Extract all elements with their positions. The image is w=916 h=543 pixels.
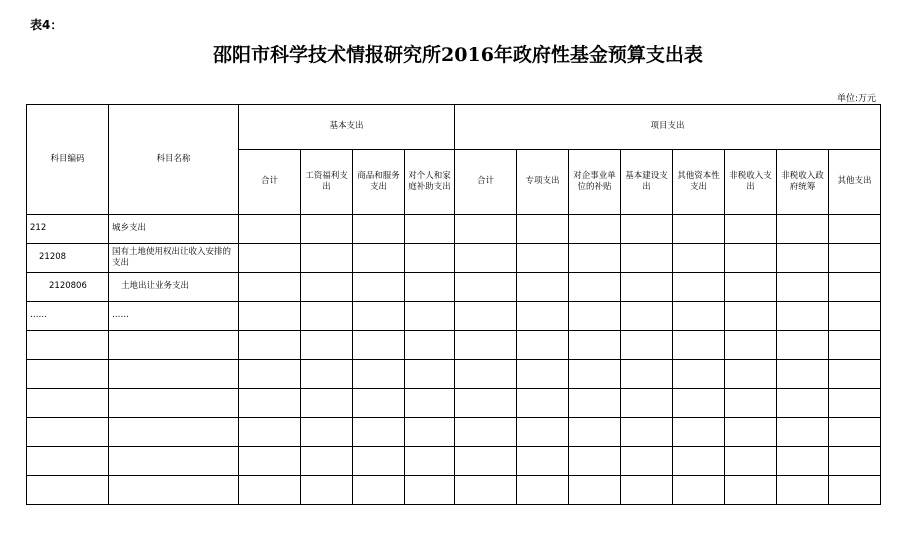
amount-cell	[829, 476, 881, 505]
document-title: 邵阳市科学技术情报研究所2016年政府性基金预算支出表	[213, 44, 703, 66]
amount-cell	[353, 244, 405, 273]
amount-cell	[725, 244, 777, 273]
amount-cell	[569, 476, 621, 505]
amount-cell	[517, 244, 569, 273]
amount-cell	[405, 389, 455, 418]
table-row	[27, 389, 881, 418]
subject-name-cell	[109, 331, 239, 360]
header-project-total: 合计	[455, 150, 517, 215]
amount-cell	[829, 389, 881, 418]
subject-code-cell	[27, 331, 109, 360]
amount-cell	[673, 244, 725, 273]
header-project-nontax-coordination: 非税收入政府统筹	[777, 150, 829, 215]
amount-cell	[239, 360, 301, 389]
subject-code-cell: ……	[27, 302, 109, 331]
subject-name-cell	[109, 389, 239, 418]
amount-cell	[621, 331, 673, 360]
amount-cell	[673, 273, 725, 302]
amount-cell	[405, 476, 455, 505]
amount-cell	[725, 302, 777, 331]
amount-cell	[725, 476, 777, 505]
amount-cell	[517, 418, 569, 447]
amount-cell	[777, 389, 829, 418]
table-row	[27, 302, 881, 331]
amount-cell	[621, 244, 673, 273]
amount-cell	[569, 389, 621, 418]
subject-name-cell	[109, 447, 239, 476]
amount-cell	[829, 302, 881, 331]
amount-cell	[569, 244, 621, 273]
subject-name-cell: 土地出让业务支出	[109, 273, 239, 302]
amount-cell	[353, 447, 405, 476]
subject-name-cell	[109, 476, 239, 505]
amount-cell	[455, 273, 517, 302]
amount-cell	[621, 389, 673, 418]
amount-cell	[517, 476, 569, 505]
amount-cell	[353, 476, 405, 505]
subject-name-cell: 城乡支出	[109, 215, 239, 244]
amount-cell	[239, 447, 301, 476]
amount-cell	[455, 418, 517, 447]
amount-cell	[621, 476, 673, 505]
subject-name-cell	[109, 418, 239, 447]
subject-name-cell: 国有土地使用权出让收入安排的支出	[109, 244, 239, 273]
amount-cell	[353, 418, 405, 447]
amount-cell	[517, 215, 569, 244]
header-project-other-capital: 其他资本性支出	[673, 150, 725, 215]
header-basic-expenditure: 基本支出	[239, 105, 455, 150]
amount-cell	[673, 215, 725, 244]
table-row	[27, 215, 881, 244]
subject-name-cell: ……	[109, 302, 239, 331]
amount-cell	[725, 447, 777, 476]
amount-cell	[239, 476, 301, 505]
amount-cell	[621, 418, 673, 447]
table-row	[27, 360, 881, 389]
amount-cell	[569, 331, 621, 360]
subject-name-cell	[109, 360, 239, 389]
amount-cell	[673, 389, 725, 418]
amount-cell	[239, 418, 301, 447]
amount-cell	[777, 418, 829, 447]
amount-cell	[829, 447, 881, 476]
amount-cell	[455, 331, 517, 360]
amount-cell	[455, 476, 517, 505]
amount-cell	[777, 215, 829, 244]
amount-cell	[301, 389, 353, 418]
header-basic-goods-services: 商品和服务支出	[353, 150, 405, 215]
amount-cell	[301, 360, 353, 389]
header-subject-name: 科目名称	[109, 105, 239, 215]
subject-code-cell	[27, 389, 109, 418]
amount-cell	[517, 302, 569, 331]
amount-cell	[569, 215, 621, 244]
amount-cell	[301, 215, 353, 244]
amount-cell	[829, 360, 881, 389]
amount-cell	[455, 389, 517, 418]
amount-cell	[777, 447, 829, 476]
amount-cell	[405, 215, 455, 244]
header-basic-subsidies: 对个人和家庭补助支出	[405, 150, 455, 215]
subject-code-cell	[27, 447, 109, 476]
amount-cell	[239, 215, 301, 244]
amount-cell	[301, 331, 353, 360]
amount-cell	[353, 215, 405, 244]
amount-cell	[405, 447, 455, 476]
amount-cell	[569, 302, 621, 331]
table-row	[27, 418, 881, 447]
subject-code-cell: 212	[27, 215, 109, 244]
amount-cell	[621, 302, 673, 331]
header-project-expenditure: 项目支出	[455, 105, 881, 150]
amount-cell	[725, 215, 777, 244]
amount-cell	[777, 476, 829, 505]
amount-cell	[239, 302, 301, 331]
amount-cell	[829, 244, 881, 273]
amount-cell	[777, 244, 829, 273]
amount-cell	[569, 360, 621, 389]
amount-cell	[829, 273, 881, 302]
amount-cell	[455, 215, 517, 244]
amount-cell	[455, 447, 517, 476]
amount-cell	[517, 360, 569, 389]
amount-cell	[517, 273, 569, 302]
amount-cell	[621, 360, 673, 389]
header-project-construction: 基本建设支出	[621, 150, 673, 215]
amount-cell	[455, 302, 517, 331]
header-basic-wages: 工资福利支出	[301, 150, 353, 215]
amount-cell	[777, 273, 829, 302]
header-project-other: 其他支出	[829, 150, 881, 215]
amount-cell	[301, 273, 353, 302]
amount-cell	[301, 418, 353, 447]
table-row	[27, 476, 881, 505]
amount-cell	[405, 331, 455, 360]
amount-cell	[517, 389, 569, 418]
amount-cell	[777, 360, 829, 389]
amount-cell	[725, 360, 777, 389]
amount-cell	[301, 476, 353, 505]
header-project-special: 专项支出	[517, 150, 569, 215]
amount-cell	[239, 273, 301, 302]
amount-cell	[673, 418, 725, 447]
amount-cell	[621, 447, 673, 476]
budget-table	[26, 104, 881, 505]
amount-cell	[239, 389, 301, 418]
amount-cell	[725, 389, 777, 418]
amount-cell	[353, 360, 405, 389]
header-project-enterprise-subsidy: 对企事业单位的补贴	[569, 150, 621, 215]
amount-cell	[569, 418, 621, 447]
amount-cell	[353, 302, 405, 331]
amount-cell	[405, 360, 455, 389]
table-row	[27, 273, 881, 302]
amount-cell	[621, 215, 673, 244]
amount-cell	[673, 476, 725, 505]
amount-cell	[517, 447, 569, 476]
subject-code-cell: 2120806	[27, 273, 109, 302]
amount-cell	[725, 331, 777, 360]
amount-cell	[673, 331, 725, 360]
subject-code-cell	[27, 476, 109, 505]
amount-cell	[621, 273, 673, 302]
amount-cell	[673, 447, 725, 476]
amount-cell	[455, 360, 517, 389]
amount-cell	[725, 418, 777, 447]
table-row	[27, 331, 881, 360]
amount-cell	[725, 273, 777, 302]
table-row	[27, 244, 881, 273]
table-number-label: 表4：	[30, 18, 63, 32]
amount-cell	[405, 244, 455, 273]
amount-cell	[517, 331, 569, 360]
amount-cell	[353, 389, 405, 418]
amount-cell	[829, 418, 881, 447]
amount-cell	[673, 360, 725, 389]
amount-cell	[353, 331, 405, 360]
header-project-nontax: 非税收入支出	[725, 150, 777, 215]
subject-code-cell	[27, 418, 109, 447]
amount-cell	[301, 302, 353, 331]
subject-code-cell	[27, 360, 109, 389]
header-basic-total: 合计	[239, 150, 301, 215]
amount-cell	[353, 273, 405, 302]
amount-cell	[777, 302, 829, 331]
amount-cell	[569, 273, 621, 302]
amount-cell	[829, 331, 881, 360]
amount-cell	[301, 447, 353, 476]
amount-cell	[777, 331, 829, 360]
amount-cell	[673, 302, 725, 331]
amount-cell	[455, 244, 517, 273]
unit-label: 单位:万元	[836, 94, 876, 104]
amount-cell	[239, 244, 301, 273]
subject-code-cell: 21208	[27, 244, 109, 273]
amount-cell	[405, 418, 455, 447]
amount-cell	[239, 331, 301, 360]
amount-cell	[829, 215, 881, 244]
amount-cell	[301, 244, 353, 273]
amount-cell	[405, 302, 455, 331]
table-row	[27, 447, 881, 476]
header-subject-code: 科目编码	[27, 105, 109, 215]
amount-cell	[569, 447, 621, 476]
amount-cell	[405, 273, 455, 302]
header-row-1	[27, 105, 881, 150]
